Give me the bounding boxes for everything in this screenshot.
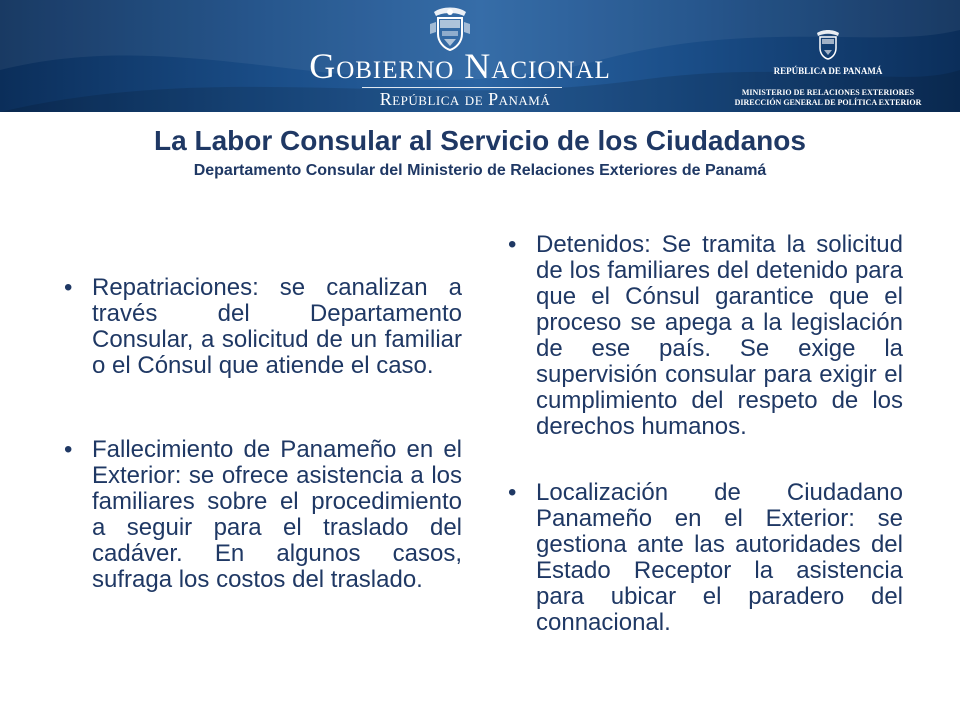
bullet-text: Localización de Ciudadano Panameño en el Exterior: se gestiona ante las autoridades del Estado Receptor la asistencia para ubicar el paradero del connacional. [536,479,903,636]
republic-label: REPÚBLICA DE PANAMÁ [773,66,883,76]
bullet-dot: • [64,436,73,463]
bullet-fallecimiento [64,436,462,593]
direction-label: DIRECCIÓN GENERAL DE POLÍTICA EXTERIOR [734,98,922,107]
bullet-text: Repatriaciones: se canalizan a través del Departamento Consular, a solicitud de un familiar o el Cónsul que atiende el caso. [92,274,462,379]
bullet-text: Fallecimiento de Panameño en el Exterior: se ofrece asistencia a los familiares sobre el procedimiento a seguir para el traslado del cadáver. En algunos casos, sufraga los costos del traslado. [92,436,462,593]
panama-coat-of-arms-icon [428,4,472,52]
government-title: Gobierno Nacional [309,46,611,86]
bullet-detenidos [508,231,903,440]
bullet-dot: • [508,231,517,258]
header-banner [0,0,960,112]
bullet-dot: • [508,479,517,506]
bullet-dot: • [64,274,73,301]
slide-subtitle: Departamento Consular del Ministerio de Relaciones Exteriores de Panamá [193,162,767,179]
bullet-repatriaciones [64,274,462,379]
bullet-text: Detenidos: Se tramita la solicitud de los familiares del detenido para que el Cónsul garantice que el proceso se apega a la legislación de ese país. Se exige la supervisión consular para exigir el cumplimiento del respeto de los derechos humanos. [536,231,903,440]
ministry-label: MINISTERIO DE RELACIONES EXTERIORES [741,88,915,97]
slide-title: La Labor Consular al Servicio de los Ciudadanos [154,125,806,156]
government-subtitle: República de Panamá [379,89,551,109]
bullet-localizacion [508,479,903,636]
panama-coat-of-arms-small-icon [813,28,843,60]
